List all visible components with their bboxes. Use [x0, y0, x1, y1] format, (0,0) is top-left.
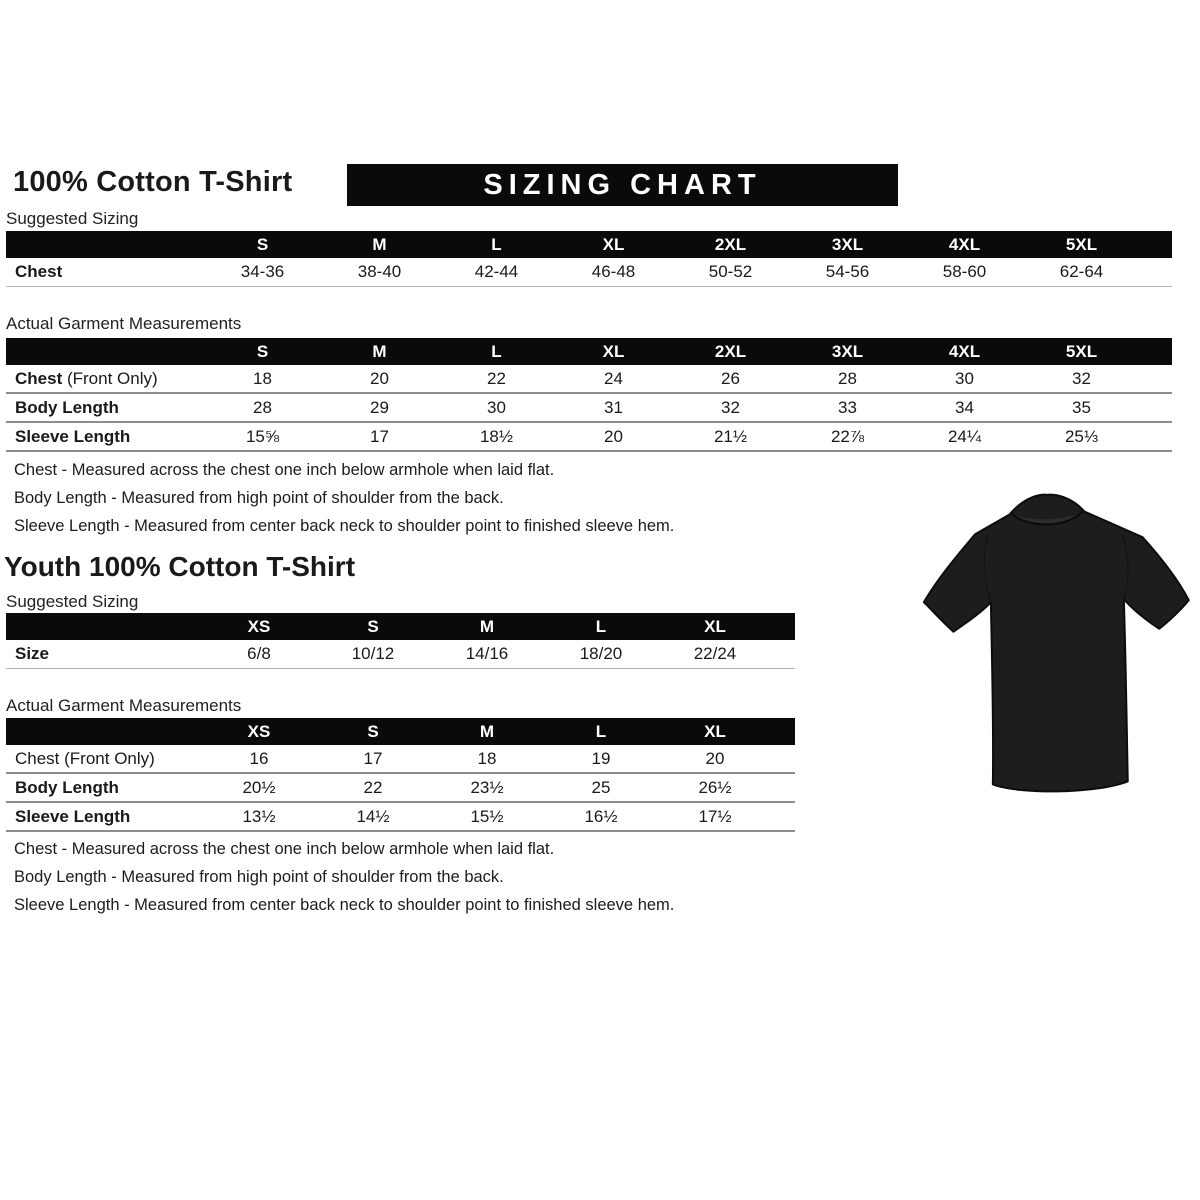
adult-measurement-notes: [14, 461, 814, 545]
column-header: XL: [602, 234, 625, 254]
table-row: [6, 423, 1172, 452]
table-row: [6, 394, 1172, 423]
tshirt-graphic: [898, 483, 1196, 808]
column-header: 2XL: [714, 234, 747, 254]
adult-suggested-sizing-label: Suggested Sizing: [6, 209, 139, 228]
value-cell: 24¼: [947, 426, 982, 446]
youth-suggested-sizing-table: [6, 613, 795, 669]
table-row: [6, 640, 795, 669]
column-header: M: [372, 341, 387, 361]
value-cell: 25: [591, 777, 611, 797]
value-cell: 6/8: [247, 644, 271, 663]
value-cell: 62-64: [1059, 262, 1104, 281]
value-cell: 26½: [698, 777, 732, 797]
value-cell: 18/20: [579, 644, 623, 663]
table-row: [6, 803, 795, 832]
column-header: M: [479, 721, 495, 741]
note-line: Chest - Measured across the chest one inch below armhole when laid flat.: [14, 461, 555, 479]
column-header: 4XL: [948, 341, 981, 361]
value-cell: 28: [838, 368, 857, 388]
value-cell: 28: [253, 397, 272, 417]
row-label: [6, 398, 204, 418]
value-cell: 14½: [356, 806, 390, 826]
row-label-text: Sleeve Length: [15, 806, 131, 826]
value-cell: 29: [370, 397, 389, 417]
row-label-text: Chest (Front Only): [15, 748, 155, 768]
youth-actual-measurements-label: Actual Garment Measurements: [6, 696, 242, 715]
column-header: 4XL: [948, 234, 981, 254]
value-cell: 20½: [242, 777, 276, 797]
value-cell: 30: [955, 368, 974, 388]
value-cell: 34: [955, 397, 974, 417]
table-header-row: [6, 338, 1172, 365]
tshirt-body: [924, 495, 1189, 792]
value-cell: 20: [604, 426, 623, 446]
column-header: L: [491, 234, 502, 254]
note-line: Sleeve Length - Measured from center back neck to shoulder point to finished sleeve hem.: [14, 517, 675, 535]
value-cell: 22: [363, 777, 383, 797]
row-label-text: Size: [15, 644, 50, 663]
value-cell: 50-52: [708, 262, 753, 281]
value-cell: 17: [370, 426, 389, 446]
value-cell: 19: [591, 748, 611, 768]
row-label: [6, 778, 202, 798]
table-header-row: [6, 231, 1172, 258]
value-cell: 46-48: [591, 262, 636, 281]
value-cell: 33: [838, 397, 857, 417]
adult-suggested-sizing-table: [6, 231, 1172, 287]
note-line: Chest - Measured across the chest one inch below armhole when laid flat.: [14, 840, 555, 858]
sizing-chart-banner: [347, 164, 898, 206]
column-header: 3XL: [831, 341, 864, 361]
column-header: S: [256, 234, 269, 254]
value-cell: 18: [253, 368, 272, 388]
value-cell: 16½: [584, 806, 618, 826]
value-cell: 32: [721, 397, 740, 417]
row-label-text: Chest: [15, 262, 63, 281]
column-header: 5XL: [1065, 341, 1098, 361]
value-cell: 21½: [713, 426, 748, 446]
row-label-text: Chest: [15, 368, 63, 388]
column-header: XS: [247, 721, 271, 741]
value-cell: 22/24: [693, 644, 737, 663]
row-label-text: Sleeve Length: [15, 426, 131, 446]
value-cell: 14/16: [465, 644, 509, 663]
table-row: [6, 365, 1172, 394]
value-cell: 30: [487, 397, 506, 417]
row-label-text: Body Length: [15, 777, 119, 797]
value-cell: 17½: [698, 806, 732, 826]
value-cell: 34-36: [240, 262, 285, 281]
value-cell: 22⅞: [830, 426, 865, 446]
table-header-row: [6, 613, 795, 640]
table-row: [6, 258, 1172, 287]
value-cell: 20: [705, 748, 725, 768]
column-header: L: [595, 616, 607, 636]
value-cell: 13½: [242, 806, 276, 826]
value-cell: 20: [370, 368, 389, 388]
column-header: XS: [247, 616, 271, 636]
value-cell: 24: [604, 368, 623, 388]
tshirt-collar-seam: [1012, 512, 1083, 525]
column-header: S: [367, 721, 379, 741]
tshirt-left-sleeve-seam: [984, 534, 990, 602]
column-header: XL: [704, 721, 726, 741]
table-row: [6, 774, 795, 803]
youth-measurement-notes: [14, 840, 814, 924]
value-cell: 23½: [470, 777, 504, 797]
row-label: [6, 262, 204, 282]
note-line: Body Length - Measured from high point of shoulder from the back.: [14, 489, 504, 507]
tshirt-image: [898, 483, 1196, 808]
value-cell: 10/12: [351, 644, 395, 663]
value-cell: 15⅝: [245, 426, 280, 446]
value-cell: 25⅓: [1064, 426, 1099, 446]
youth-suggested-sizing-label: Suggested Sizing: [6, 592, 139, 611]
youth-section-title: Youth 100% Cotton T-Shirt: [4, 551, 356, 582]
value-cell: 18½: [479, 426, 514, 446]
value-cell: 17: [363, 748, 383, 768]
column-header: 5XL: [1065, 234, 1098, 254]
column-header: S: [256, 341, 269, 361]
table-header-row: [6, 718, 795, 745]
column-header: XL: [704, 616, 726, 636]
column-header: L: [595, 721, 607, 741]
tshirt-right-sleeve-seam: [1122, 534, 1128, 599]
value-cell: 54-56: [825, 262, 870, 281]
value-cell: 15½: [470, 806, 504, 826]
row-label: [6, 427, 204, 447]
value-cell: 35: [1072, 397, 1091, 417]
value-cell: 18: [477, 748, 497, 768]
row-label: [6, 807, 202, 827]
column-header: M: [479, 616, 495, 636]
adult-actual-measurements-table: [6, 338, 1172, 452]
youth-actual-measurements-table: [6, 718, 795, 832]
column-header: 2XL: [714, 341, 747, 361]
value-cell: 42-44: [474, 262, 519, 281]
value-cell: 16: [249, 748, 269, 768]
tshirt-collar: [1012, 512, 1083, 524]
value-cell: 31: [604, 397, 623, 417]
sizing-chart-banner-text: SIZING CHART: [483, 168, 762, 201]
value-cell: 32: [1072, 368, 1091, 388]
note-line: Body Length - Measured from high point of shoulder from the back.: [14, 868, 504, 886]
row-label: [6, 749, 202, 769]
row-label: [6, 369, 204, 389]
value-cell: 22: [487, 368, 506, 388]
column-header: XL: [602, 341, 625, 361]
value-cell: 38-40: [357, 262, 402, 281]
adult-actual-measurements-label: Actual Garment Measurements: [6, 314, 242, 333]
page-title: 100% Cotton T-Shirt: [13, 166, 293, 198]
value-cell: 58-60: [942, 262, 987, 281]
column-header: S: [367, 616, 379, 636]
value-cell: 26: [721, 368, 740, 388]
row-label-text: Body Length: [15, 397, 119, 417]
table-row: [6, 745, 795, 774]
column-header: 3XL: [831, 234, 864, 254]
row-label: [6, 644, 202, 664]
column-header: M: [372, 234, 387, 254]
row-label-suffix: (Front Only): [62, 368, 158, 388]
note-line: Sleeve Length - Measured from center back neck to shoulder point to finished sleeve hem.: [14, 896, 675, 914]
column-header: L: [491, 341, 502, 361]
